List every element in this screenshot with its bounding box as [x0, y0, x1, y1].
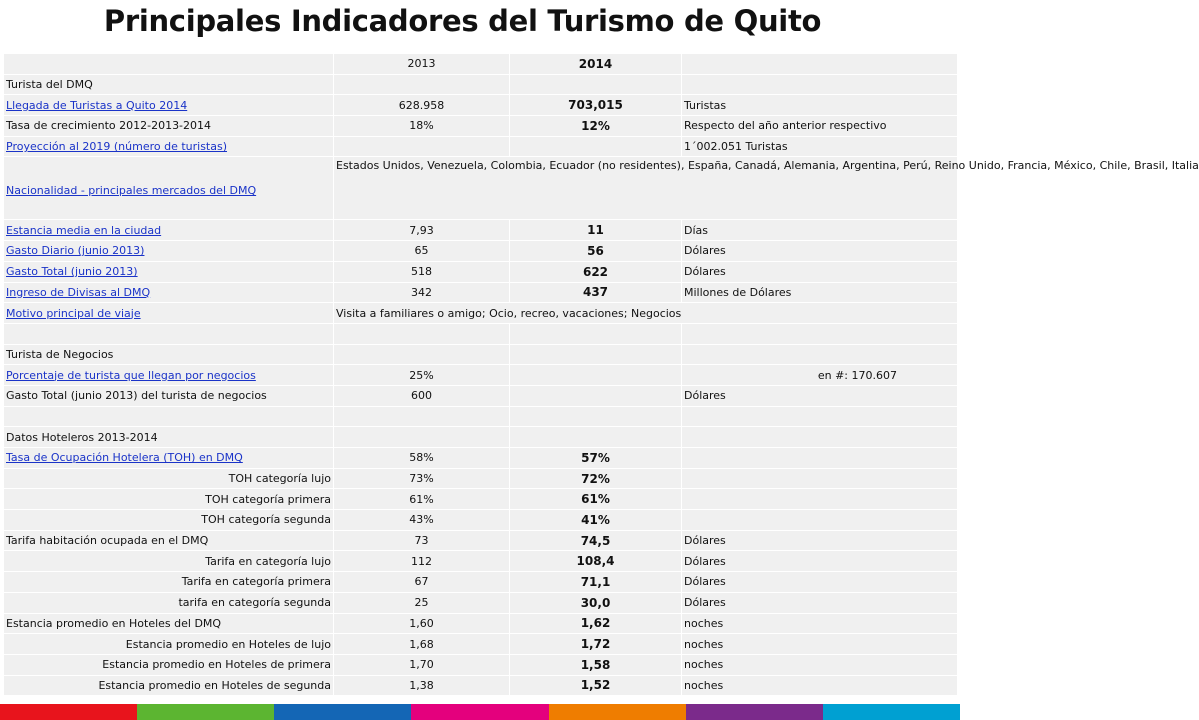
value-2013: 7,93	[334, 220, 510, 241]
color-stripe	[0, 704, 960, 720]
value-2014	[510, 344, 682, 365]
table-row	[4, 489, 958, 510]
table-row	[4, 282, 958, 303]
page-title: Principales Indicadores del Turismo de Quito	[103, 4, 822, 38]
value-2013	[334, 427, 510, 448]
value-2013	[334, 323, 510, 344]
table-row	[4, 116, 958, 137]
span-text-cell: Visita a familiares o amigo; Ocio, recreo, vacaciones; Negocios	[334, 303, 958, 324]
header-2013: 2013	[334, 54, 510, 75]
value-2014: 61%	[510, 489, 682, 510]
table-row	[4, 95, 958, 116]
value-2014: 74,5	[510, 530, 682, 551]
unit-cell	[682, 448, 958, 469]
row-label: Tarifa habitación ocupada en el DMQ	[4, 530, 334, 551]
row-label: Estancia promedio en Hoteles de lujo	[4, 634, 334, 655]
value-2014: 30,0	[510, 592, 682, 613]
table-row	[4, 365, 958, 386]
value-2014: 1,72	[510, 634, 682, 655]
value-2014: 1,52	[510, 675, 682, 696]
header-cell-empty	[4, 54, 334, 75]
table-row	[4, 634, 958, 655]
row-label-link[interactable]: Proyección al 2019 (número de turistas)	[4, 136, 334, 157]
unit-cell	[682, 406, 958, 427]
value-2013: 61%	[334, 489, 510, 510]
value-2014	[510, 365, 682, 386]
unit-cell	[682, 344, 958, 365]
table-row	[4, 157, 958, 220]
unit-cell: en #: 170.607	[682, 365, 958, 386]
row-label: Estancia promedio en Hoteles de primera	[4, 654, 334, 675]
row-label-link[interactable]: Porcentaje de turista que llegan por negocios	[4, 365, 334, 386]
unit-cell	[682, 74, 958, 95]
value-2014: 622	[510, 261, 682, 282]
row-label-link[interactable]: Motivo principal de viaje	[4, 303, 334, 324]
value-2013: 600	[334, 385, 510, 406]
value-2014: 12%	[510, 116, 682, 137]
value-2013: 112	[334, 551, 510, 572]
table-row	[4, 136, 958, 157]
table-row	[4, 220, 958, 241]
stripe-segment	[0, 704, 137, 720]
value-2013: 25	[334, 592, 510, 613]
value-2013: 65	[334, 241, 510, 262]
row-label-link[interactable]: Tasa de Ocupación Hotelera (TOH) en DMQ	[4, 448, 334, 469]
header-2014: 2014	[510, 54, 682, 75]
unit-cell: Dólares	[682, 592, 958, 613]
table-row	[4, 551, 958, 572]
table-row	[4, 261, 958, 282]
row-label-link[interactable]: Llegada de Turistas a Quito 2014	[4, 95, 334, 116]
unit-cell	[682, 489, 958, 510]
value-2013: 518	[334, 261, 510, 282]
value-2013: 1,68	[334, 634, 510, 655]
value-2014: 57%	[510, 448, 682, 469]
value-2013	[334, 74, 510, 95]
value-2014: 1,62	[510, 613, 682, 634]
header-row	[4, 54, 958, 75]
row-label: Tarifa en categoría primera	[4, 572, 334, 593]
stripe-segment	[823, 704, 960, 720]
value-2014: 703,015	[510, 95, 682, 116]
table-row	[4, 385, 958, 406]
unit-cell: Dólares	[682, 241, 958, 262]
unit-cell: Millones de Dólares	[682, 282, 958, 303]
row-label-link[interactable]: Nacionalidad - principales mercados del DMQ	[4, 157, 334, 220]
value-2013: 43%	[334, 510, 510, 531]
value-2014	[510, 136, 682, 157]
unit-cell	[682, 427, 958, 448]
unit-cell: noches	[682, 613, 958, 634]
stripe-segment	[274, 704, 411, 720]
row-label-link[interactable]: Gasto Diario (junio 2013)	[4, 241, 334, 262]
value-2013: 1,60	[334, 613, 510, 634]
row-label: TOH categoría primera	[4, 489, 334, 510]
row-label	[4, 406, 334, 427]
value-2013: 58%	[334, 448, 510, 469]
value-2013: 1,70	[334, 654, 510, 675]
row-label: TOH categoría lujo	[4, 468, 334, 489]
value-2014	[510, 74, 682, 95]
table-row	[4, 344, 958, 365]
table-row	[4, 654, 958, 675]
value-2014	[510, 385, 682, 406]
value-2014: 437	[510, 282, 682, 303]
value-2013: 342	[334, 282, 510, 303]
unit-cell	[682, 323, 958, 344]
value-2013: 628.958	[334, 95, 510, 116]
row-label-link[interactable]: Estancia media en la ciudad	[4, 220, 334, 241]
section-heading: Turista de Negocios	[4, 344, 334, 365]
table-row	[4, 448, 958, 469]
unit-cell	[682, 468, 958, 489]
value-2014	[510, 323, 682, 344]
row-label: Tarifa en categoría lujo	[4, 551, 334, 572]
unit-cell: noches	[682, 675, 958, 696]
value-2014	[510, 427, 682, 448]
section-heading: Datos Hoteleros 2013-2014	[4, 427, 334, 448]
table-row	[4, 530, 958, 551]
indicators-table	[3, 53, 1199, 696]
value-2014: 11	[510, 220, 682, 241]
unit-cell: Dólares	[682, 551, 958, 572]
value-2013: 67	[334, 572, 510, 593]
value-2014: 108,4	[510, 551, 682, 572]
row-label: Estancia promedio en Hoteles del DMQ	[4, 613, 334, 634]
table-row	[4, 468, 958, 489]
value-2014: 71,1	[510, 572, 682, 593]
value-2014: 1,58	[510, 654, 682, 675]
table-row	[4, 406, 958, 427]
unit-cell: 1´002.051 Turistas	[682, 136, 958, 157]
unit-cell: Dólares	[682, 385, 958, 406]
unit-cell: Dólares	[682, 572, 958, 593]
stripe-segment	[686, 704, 823, 720]
value-2014: 56	[510, 241, 682, 262]
table-row	[4, 592, 958, 613]
span-text-cell: Estados Unidos, Venezuela, Colombia, Ecuador (no residentes), España, Canadá, Alemania, Argentina, Perú, Reino Unido, Francia, México, Chile, Brasil, Italia	[334, 157, 958, 220]
value-2014	[510, 406, 682, 427]
row-label: tarifa en categoría segunda	[4, 592, 334, 613]
stripe-segment	[549, 704, 686, 720]
table-row	[4, 241, 958, 262]
row-label	[4, 323, 334, 344]
value-2013: 25%	[334, 365, 510, 386]
row-label: Tasa de crecimiento 2012-2013-2014	[4, 116, 334, 137]
value-2013	[334, 406, 510, 427]
value-2013	[334, 344, 510, 365]
table-row	[4, 427, 958, 448]
unit-cell: Dólares	[682, 530, 958, 551]
row-label: Estancia promedio en Hoteles de segunda	[4, 675, 334, 696]
table-row	[4, 613, 958, 634]
value-2014: 41%	[510, 510, 682, 531]
value-2013	[334, 136, 510, 157]
table-row	[4, 675, 958, 696]
row-label: Gasto Total (junio 2013) del turista de negocios	[4, 385, 334, 406]
unit-cell: Dólares	[682, 261, 958, 282]
stripe-segment	[411, 704, 548, 720]
table-row	[4, 572, 958, 593]
table-row	[4, 303, 958, 324]
row-label-link[interactable]: Ingreso de Divisas al DMQ	[4, 282, 334, 303]
table-row	[4, 74, 958, 95]
unit-cell: noches	[682, 654, 958, 675]
value-2013: 73%	[334, 468, 510, 489]
table-row	[4, 323, 958, 344]
value-2013: 1,38	[334, 675, 510, 696]
stripe-segment	[137, 704, 274, 720]
row-label: TOH categoría segunda	[4, 510, 334, 531]
table-row	[4, 510, 958, 531]
unit-cell	[682, 510, 958, 531]
header-cell-unit	[682, 54, 958, 75]
unit-cell: Respecto del año anterior respectivo	[682, 116, 958, 137]
unit-cell: Días	[682, 220, 958, 241]
unit-cell: Turistas	[682, 95, 958, 116]
value-2013: 73	[334, 530, 510, 551]
row-label-link[interactable]: Gasto Total (junio 2013)	[4, 261, 334, 282]
value-2014: 72%	[510, 468, 682, 489]
unit-cell: noches	[682, 634, 958, 655]
row-label: Turista del DMQ	[4, 74, 334, 95]
value-2013: 18%	[334, 116, 510, 137]
